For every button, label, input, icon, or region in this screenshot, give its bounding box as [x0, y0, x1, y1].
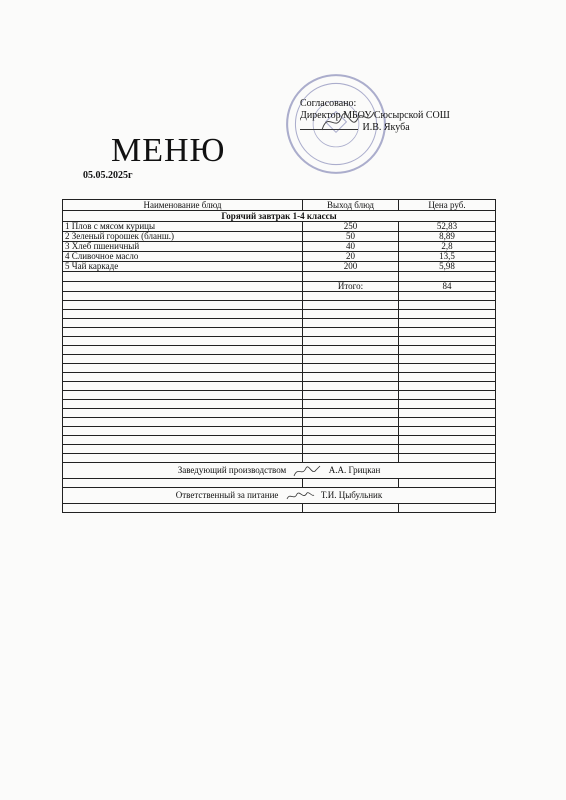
table-row-empty [63, 355, 496, 364]
dish-name: 4 Сливочное масло [63, 252, 303, 262]
table-row-empty [63, 391, 496, 400]
total-value: 84 [399, 282, 496, 292]
dish-output: 250 [303, 222, 399, 232]
table-row-empty [63, 418, 496, 427]
table-row-empty [63, 328, 496, 337]
responsible-signature-row [63, 487, 496, 503]
menu-date: 05.05.2025г [83, 170, 133, 181]
dish-price: 13,5 [399, 252, 496, 262]
responsible-signature [65, 488, 493, 503]
section-title: Горячий завтрак 1-4 классы [63, 211, 496, 222]
approval-position: Директор МБОУ Сюсырской СОШ [300, 110, 450, 121]
table-row [63, 232, 496, 242]
approval-heading: Согласовано: [300, 98, 357, 109]
header-output: Выход блюд [303, 200, 399, 211]
table-row-empty [63, 301, 496, 310]
total-label: Итого: [303, 282, 399, 292]
table-row-empty [63, 373, 496, 382]
table-row-empty [63, 292, 496, 301]
table-row-empty [63, 382, 496, 391]
menu-table [62, 199, 496, 513]
total-row [63, 282, 496, 292]
dish-name: 5 Чай каркаде [63, 262, 303, 272]
table-row-empty [63, 310, 496, 319]
table-row-empty [63, 454, 496, 463]
table-row-empty [63, 319, 496, 328]
table-header-row [63, 200, 496, 211]
responsible-title: Ответственный за питание [175, 489, 279, 500]
table-row-empty [63, 436, 496, 445]
dish-price: 52,83 [399, 222, 496, 232]
manager-signature-row [63, 463, 496, 479]
dish-name: 2 Зеленый горошек (бланш.) [63, 232, 303, 242]
dish-output: 40 [303, 242, 399, 252]
table-row [63, 222, 496, 232]
dish-output: 20 [303, 252, 399, 262]
table-row-empty [63, 400, 496, 409]
table-row-empty [63, 409, 496, 418]
section-row [63, 211, 496, 222]
header-dish-name: Наименование блюд [63, 200, 303, 211]
dish-price: 8,89 [399, 232, 496, 242]
dish-price: 2,8 [399, 242, 496, 252]
manager-signature-mark [292, 464, 322, 478]
table-row-empty [63, 272, 496, 282]
manager-name: А.А. Грицкан [328, 465, 381, 475]
responsible-signature-mark [285, 489, 315, 503]
dish-output: 200 [303, 262, 399, 272]
manager-signature [65, 463, 493, 478]
dish-name: 1 Плов с мясом курицы [63, 222, 303, 232]
table-row [63, 242, 496, 252]
dish-output: 50 [303, 232, 399, 242]
page-title: МЕНЮ [111, 132, 226, 169]
table-row [63, 262, 496, 272]
director-signature [318, 104, 378, 138]
table-row-empty [63, 337, 496, 346]
table-row-empty [63, 427, 496, 436]
table-row-empty [63, 445, 496, 454]
header-price: Цена руб. [399, 200, 496, 211]
dish-name: 3 Хлеб пшеничный [63, 242, 303, 252]
table-row-empty [63, 478, 496, 487]
approval-signer: И.В. Якуба [362, 122, 410, 133]
dish-price: 5,98 [399, 262, 496, 272]
manager-title: Заведующий производством [177, 465, 287, 475]
responsible-name: Т.И. Цыбульник [320, 489, 383, 500]
table-row-empty [63, 503, 496, 512]
table-row [63, 252, 496, 262]
table-row-empty [63, 364, 496, 373]
table-row-empty [63, 346, 496, 355]
